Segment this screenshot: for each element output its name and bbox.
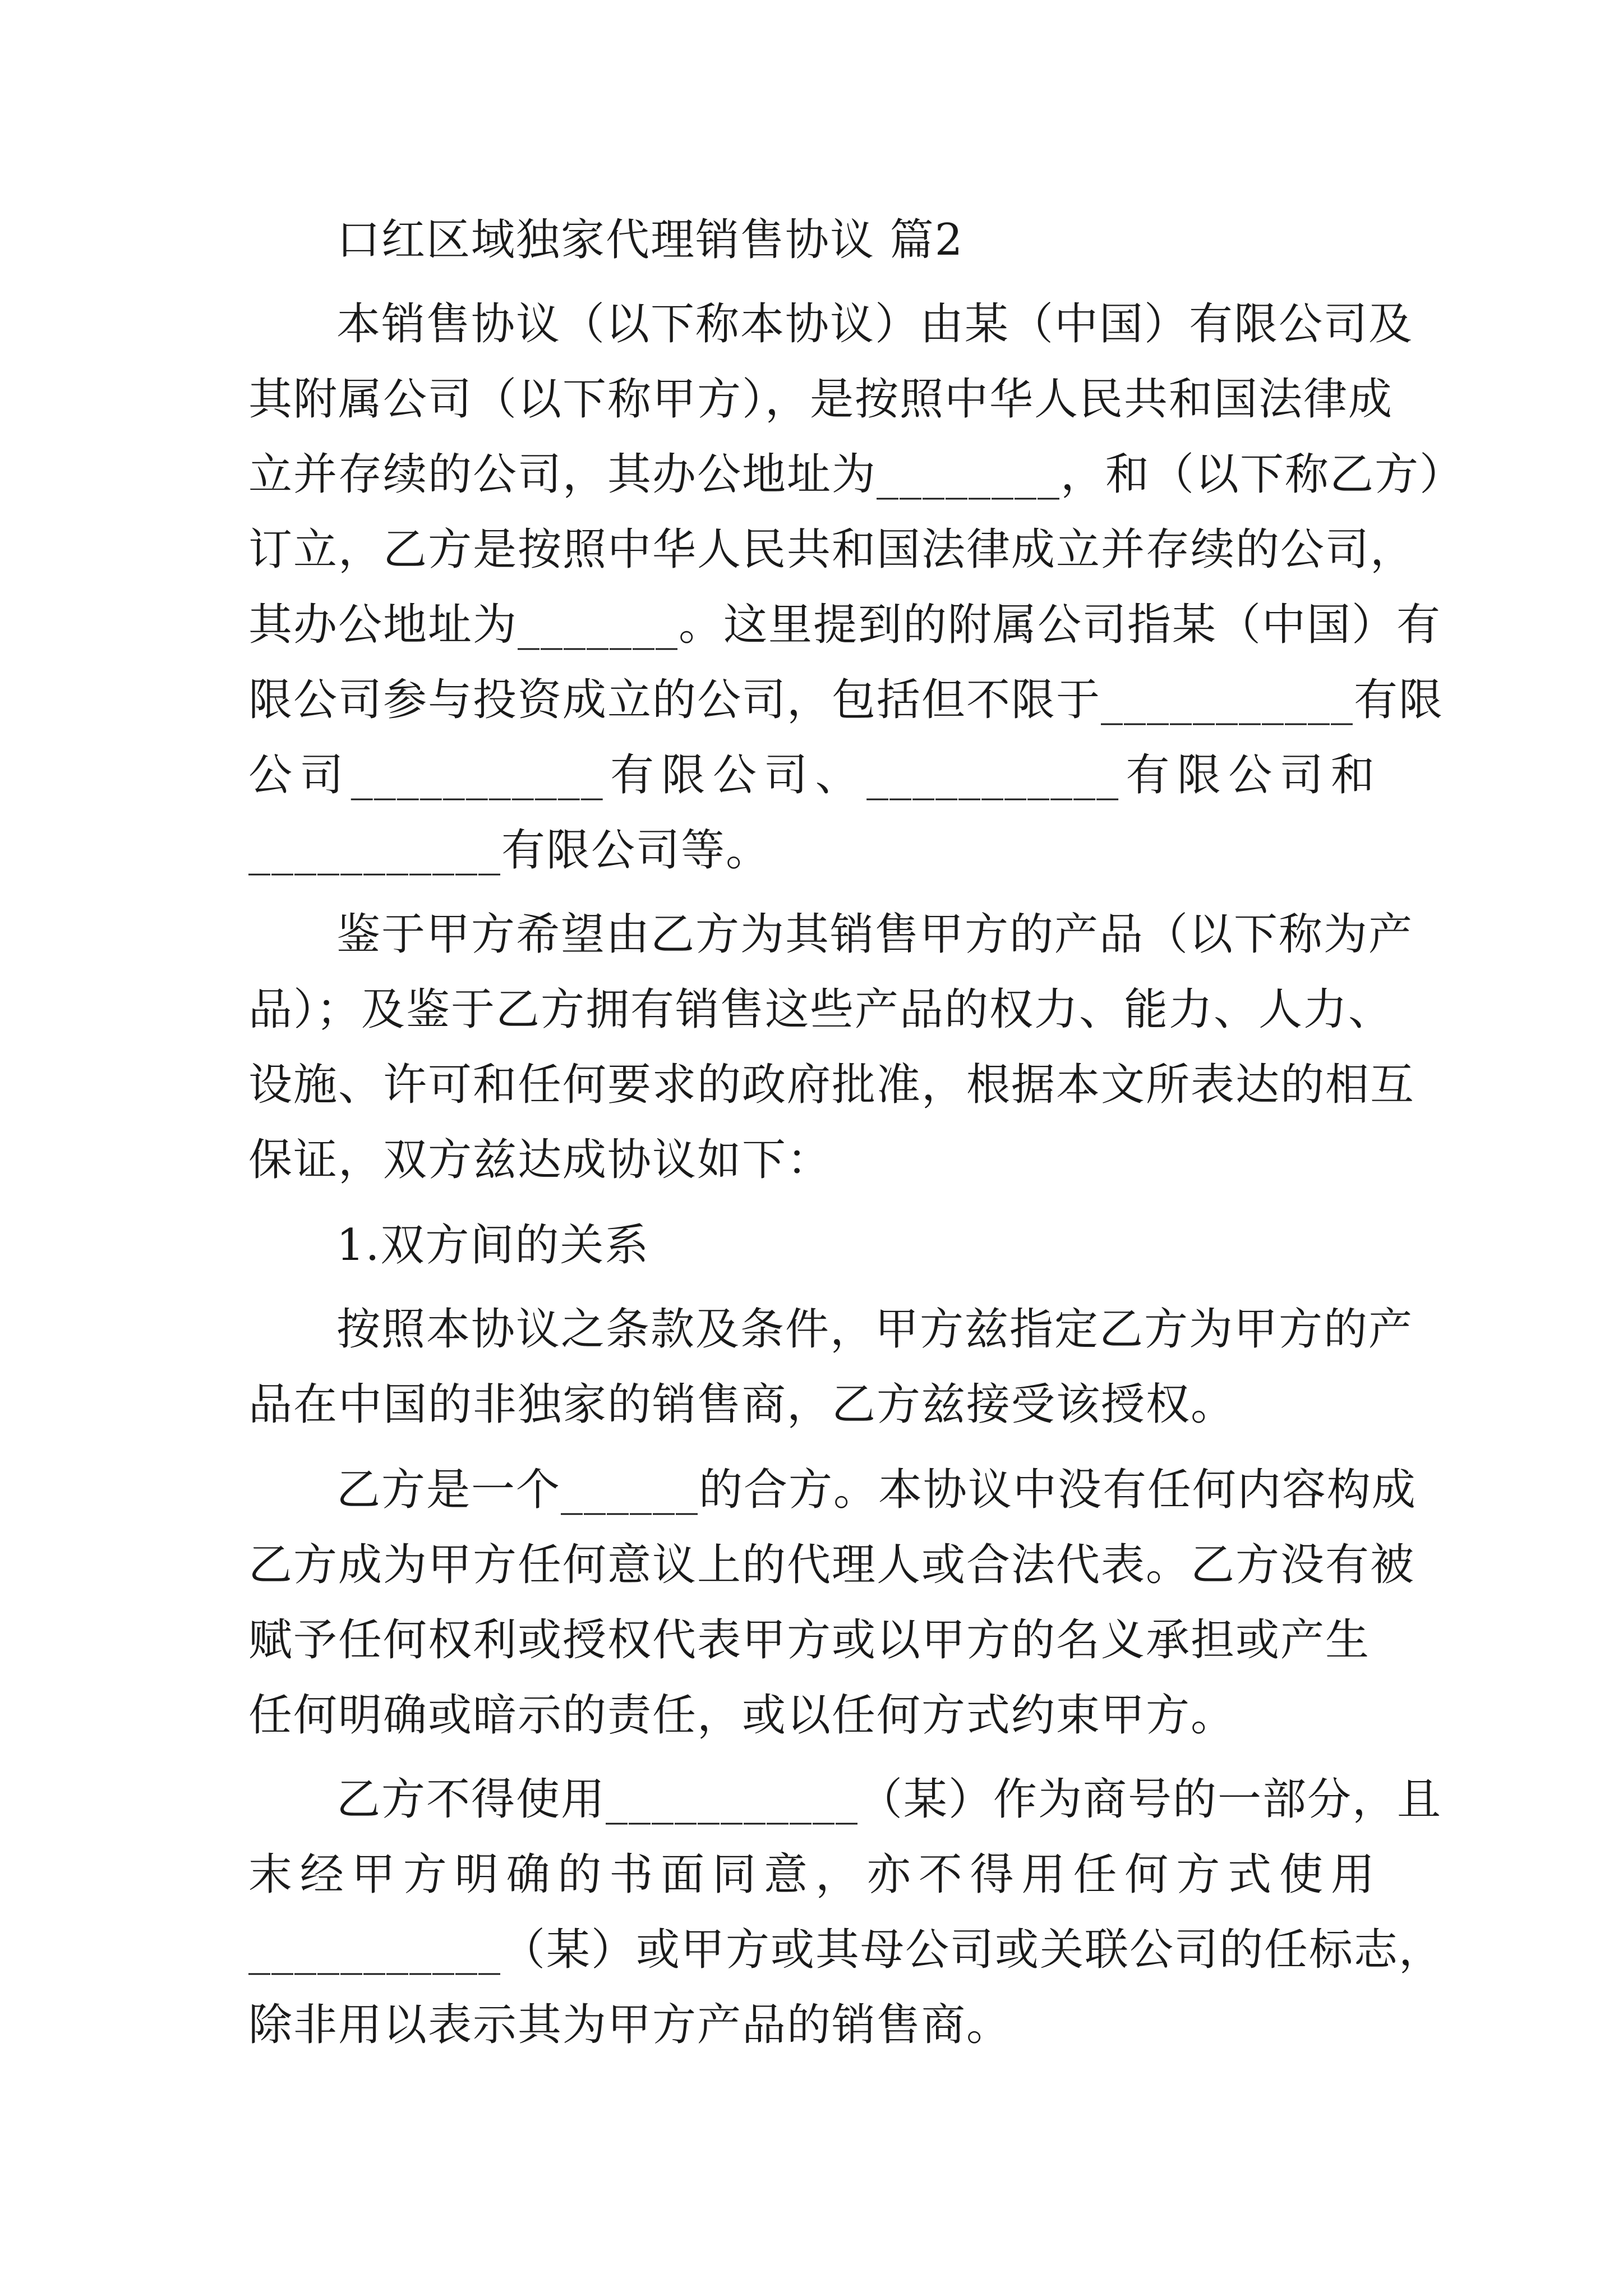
paragraph-line: 限公司参与投资成立的公司，包括但不限于___________有限 xyxy=(248,675,1444,725)
paragraph-line: 赋予任何权利或授权代表甲方或以甲方的名义承担或产生 xyxy=(248,1615,1371,1665)
paragraph-line: 末经甲方明确的书面同意，亦不得用任何方式使用 xyxy=(248,1849,1376,1900)
paragraph-line: 乙方不得使用___________（某）作为商号的一部分，且 xyxy=(336,1774,1442,1825)
paragraph-line: 任何明确或暗示的责任，或以任何方式约束甲方。 xyxy=(248,1690,1236,1741)
paragraph-line: 其附属公司（以下称甲方），是按照中华人民共和国法律成 xyxy=(248,374,1394,425)
paragraph-line: 公司___________有限公司、___________有限公司和 xyxy=(248,750,1376,800)
paragraph-line: 按照本协议之条款及条件，甲方兹指定乙方为甲方的产 xyxy=(336,1304,1414,1355)
section-heading: 1.双方间的关系 xyxy=(336,1220,650,1271)
paragraph-line: 设施、许可和任何要求的政府批准，根据本文所表达的相互 xyxy=(248,1060,1415,1110)
paragraph-line: 品在中国的非独家的销售商，乙方兹接受该授权。 xyxy=(248,1379,1236,1430)
paragraph-line: 乙方成为甲方任何意议上的代理人或合法代表。乙方没有被 xyxy=(248,1540,1415,1590)
paragraph-line: ___________（某）或甲方或其母公司或关联公司的任标志， xyxy=(248,1925,1444,1975)
paragraph-line: ___________有限公司等。 xyxy=(248,825,771,876)
paragraph-line: 其办公地址为_______。这里提到的附属公司指某（中国）有 xyxy=(248,600,1442,650)
paragraph-line: 本销售协议（以下称本协议）由某（中国）有限公司及 xyxy=(336,299,1414,349)
paragraph-line: 除非用以表示其为甲方产品的销售商。 xyxy=(248,2000,1012,2050)
paragraph-line: 订立，乙方是按照中华人民共和国法律成立并存续的公司， xyxy=(248,524,1415,575)
paragraph-line: 品）；及鉴于乙方拥有销售这些产品的权力、能力、人力、 xyxy=(248,984,1394,1035)
paragraph-line: 鉴于甲方希望由乙方为其销售甲方的产品（以下称为产 xyxy=(336,909,1414,960)
paragraph-line: 立并存续的公司，其办公地址为________，和（以下称乙方） xyxy=(248,449,1465,500)
paragraph-line: 乙方是一个______的合方。本协议中没有任何内容构成 xyxy=(336,1465,1417,1515)
document-title: 口红区域独家代理销售协议 篇2 xyxy=(336,215,964,265)
paragraph-line: 保证，双方兹达成协议如下： xyxy=(248,1135,832,1185)
